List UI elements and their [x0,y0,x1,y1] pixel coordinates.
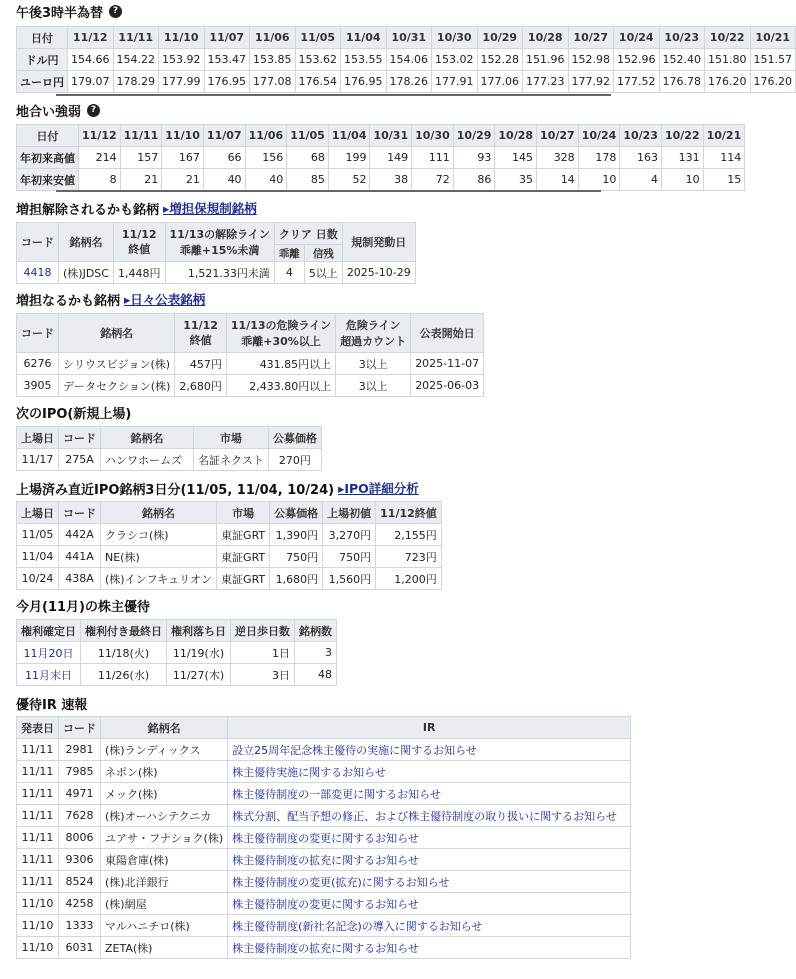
table-row [17,147,745,169]
start-date: 2025-10-29 [342,262,415,284]
value-cell: 93 [453,147,495,169]
release-title: 増担解除されるかも銘柄 [16,202,160,218]
date-header: 11/04 [341,27,387,49]
yutai-count: 3 [295,642,337,664]
ir-name: 東陽倉庫(株) [101,849,228,871]
table-row [17,71,796,93]
ir-link[interactable]: 株主優待制度の変更(拡充)に関するお知らせ [228,871,631,893]
col-first: 上場初値 [323,502,376,524]
header-label: 日付 [17,27,68,49]
value-cell: 177.23 [523,71,569,93]
ir-code: 1333 [59,915,101,937]
release-table [16,222,416,284]
value-cell: 153.02 [432,49,478,71]
ir-date: 11/11 [17,805,59,827]
col-fix: 権利確定日 [17,620,81,642]
date-header: 10/31 [370,125,412,147]
row-label: 年初来高値 [17,147,79,169]
ipo-name: (株)インフキュリオン [101,568,217,590]
table-row [17,169,745,191]
ir-link[interactable]: 株式分割、配当予想の修正、および株主優待制度の取り扱いに関するお知らせ [228,805,631,827]
value-cell: 176.54 [295,71,341,93]
ipo-close: 723円 [376,546,442,568]
value-cell: 4 [620,169,662,191]
col-ex: 権利落ち日 [167,620,231,642]
ir-code: 6031 [59,937,101,959]
ir-date: 11/10 [17,893,59,915]
value-cell: 177.91 [432,71,478,93]
col-close: 11/12終値 [376,502,442,524]
value-cell: 10 [578,169,620,191]
date-header: 10/24 [614,27,660,49]
value-cell: 176.20 [750,71,796,93]
recent-ipo-link[interactable]: ▸IPO詳細分析 [338,481,419,496]
table-row [17,524,442,546]
ir-code: 8006 [59,827,101,849]
ir-date: 11/11 [17,739,59,761]
col-price: 公募価格 [268,427,321,449]
col-days: 逆日歩日数 [231,620,295,642]
col-last: 権利付き最終日 [81,620,167,642]
ir-date: 11/10 [17,937,59,959]
ir-name: ネポン(株) [101,761,228,783]
date-header: 10/22 [705,27,751,49]
stock-code-link[interactable]: 4418 [17,262,59,284]
value-cell: 145 [495,147,537,169]
col-credit: 信残 [304,245,342,262]
fx-title: 午後3時半為替 [16,5,104,21]
yutai-fix[interactable]: 11月末日 [17,664,81,686]
value-cell: 167 [162,147,204,169]
value-cell: 199 [328,147,370,169]
value-cell: 68 [287,147,329,169]
row-label: 年初来安値 [17,169,79,191]
ir-link[interactable]: 株主優待制度の変更に関するお知らせ [228,827,631,849]
table-row [17,375,484,397]
stock-name: データセクション(株) [59,375,175,397]
value-cell: 114 [703,147,745,169]
fx-section-title [16,0,767,22]
ir-code: 8524 [59,871,101,893]
ipo-close: 1,200円 [376,568,442,590]
ipo-price: 1,680円 [270,568,323,590]
ir-name: ZETA(株) [101,937,228,959]
col-ir: IR [228,717,631,739]
start-date: 2025-11-07 [411,353,484,375]
col-clear: クリア 日数 [274,223,342,245]
ipo-date: 11/17 [17,449,59,471]
ir-name: (株)網屋 [101,893,228,915]
ir-table [16,716,631,959]
date-header: 10/28 [523,27,569,49]
col-market: 市場 [194,427,269,449]
value-cell: 66 [203,147,245,169]
date-header: 11/06 [250,27,296,49]
ipo-name: NE(株) [101,546,217,568]
ipo-code[interactable]: 441A [59,546,101,568]
value-cell: 8 [79,169,121,191]
header-row [17,620,337,642]
stock-code[interactable]: 6276 [17,353,59,375]
table-row [17,353,484,375]
ipo-market: 東証GRT [217,524,270,546]
table-row [17,915,631,937]
value-cell: 131 [661,147,703,169]
col-code: コード [59,717,101,739]
release-link[interactable]: ▸増担保規制銘柄 [163,201,257,216]
table-row [17,783,631,805]
credit-value: 5以上 [304,262,342,284]
value-cell: 176.95 [204,71,250,93]
value-cell: 152.98 [568,49,614,71]
danger-title: 増担なるかも銘柄 [16,293,121,309]
danger-table [16,313,484,397]
value-cell: 153.92 [159,49,205,71]
table-row [17,805,631,827]
close-value: 1,448円 [114,262,166,284]
ir-code: 4258 [59,893,101,915]
date-header: 10/23 [659,27,705,49]
table-row [17,849,631,871]
value-cell: 52 [328,169,370,191]
ir-link[interactable]: 株主優待実施に関するお知らせ [228,761,631,783]
table-row [17,546,442,568]
yutai-title: 今月(11月)の株主優待 [16,599,150,615]
date-header: 11/10 [162,125,204,147]
date-header: 10/29 [453,125,495,147]
value-cell: 214 [79,147,121,169]
ipo-name: クラシコ(株) [101,524,217,546]
value-cell: 151.96 [523,49,569,71]
ir-date: 11/11 [17,849,59,871]
recent-ipo-table [16,501,442,590]
value-cell: 177.92 [568,71,614,93]
value-cell: 153.85 [250,49,296,71]
value-cell: 178 [578,147,620,169]
col-code: コード [59,427,101,449]
ir-code: 9306 [59,849,101,871]
col-name: 銘柄名 [59,314,175,353]
line-value: 2,433.80円以上 [226,375,335,397]
start-date: 2025-06-03 [411,375,484,397]
recent-ipo-section-title [16,477,767,499]
ir-date: 11/10 [17,915,59,937]
ir-date: 11/11 [17,871,59,893]
ir-code: 2981 [59,739,101,761]
date-header: 11/12 [68,27,114,49]
col-price: 公募価格 [270,502,323,524]
value-cell: 328 [537,147,579,169]
ir-code: 7628 [59,805,101,827]
value-cell: 177.52 [614,71,660,93]
value-cell: 40 [245,169,287,191]
value-cell: 163 [620,147,662,169]
col-code: コード [17,314,59,353]
value-cell: 72 [412,169,454,191]
yutai-days: 1日 [231,642,295,664]
value-cell: 179.07 [68,71,114,93]
value-cell: 21 [162,169,204,191]
date-header: 11/05 [287,125,329,147]
value-cell: 177.06 [477,71,523,93]
value-cell: 85 [287,169,329,191]
ipo-date: 11/04 [17,546,59,568]
date-header: 11/06 [245,125,287,147]
col-name: 銘柄名 [59,223,114,262]
value-cell: 15 [703,169,745,191]
value-cell: 152.96 [614,49,660,71]
header-row [17,717,631,739]
ipo-market: 東証GRT [217,546,270,568]
col-count: 危険ライン 超過カウント [336,314,411,353]
yutai-last: 11/26(水) [81,664,167,686]
ipo-first: 750円 [323,546,376,568]
value-cell: 157 [120,147,162,169]
date-header: 10/21 [750,27,796,49]
yutai-section-title [16,594,767,616]
date-header: 10/30 [432,27,478,49]
ir-title: 優待IR 速報 [16,697,88,713]
ipo-price: 750円 [270,546,323,568]
value-cell: 178.26 [386,71,432,93]
stock-name: (株)JDSC [59,262,114,284]
close-value: 457円 [175,353,227,375]
col-name: 銘柄名 [101,427,194,449]
ir-link[interactable]: 株主優待制度の一部変更に関するお知らせ [228,783,631,805]
date-header: 10/24 [578,125,620,147]
row-label: ドル円 [17,49,68,71]
value-cell: 86 [453,169,495,191]
stock-name: シリウスビジョン(株) [59,353,175,375]
value-cell: 153.62 [295,49,341,71]
value-cell: 176.95 [341,71,387,93]
value-cell: 151.57 [750,49,796,71]
date-header: 10/27 [568,27,614,49]
ipo-date: 10/24 [17,568,59,590]
ipo-market: 東証GRT [217,568,270,590]
col-line: 11/13の危険ライン 乖離+30%以上 [226,314,335,353]
date-header: 11/04 [328,125,370,147]
next-ipo-table [16,426,322,471]
ir-section-title [16,692,767,714]
col-close: 11/12 終値 [114,223,166,262]
value-cell: 152.28 [477,49,523,71]
ipo-first: 3,270円 [323,524,376,546]
value-cell: 152.40 [659,49,705,71]
release-section-title [16,197,767,219]
help-icon[interactable]: ? [87,104,100,117]
line-value: 431.85円以上 [226,353,335,375]
value-cell: 154.06 [386,49,432,71]
date-header: 10/27 [537,125,579,147]
ir-link[interactable]: 株主優待制度の拡充に関するお知らせ [228,937,631,959]
close-value: 2,680円 [175,375,227,397]
ipo-first: 1,560円 [323,568,376,590]
ir-name: (株)オーハシテクニカ [101,805,228,827]
date-header: 11/12 [79,125,121,147]
strength-scrollbar[interactable] [56,190,601,192]
col-name: 銘柄名 [101,502,217,524]
next-ipo-section-title [16,401,767,423]
date-header: 10/29 [477,27,523,49]
col-dev: 乖離 [274,245,304,262]
table-row [17,568,442,590]
date-header: 11/10 [159,27,205,49]
ir-code: 4971 [59,783,101,805]
strength-table-wrap[interactable] [16,124,767,191]
date-header: 10/22 [661,125,703,147]
value-cell: 151.80 [705,49,751,71]
yutai-days: 3日 [231,664,295,686]
value-cell: 111 [412,147,454,169]
col-start: 規制発動日 [342,223,415,262]
col-market: 市場 [217,502,270,524]
date-header: 11/05 [295,27,341,49]
table-row [17,449,322,471]
value-cell: 177.99 [159,71,205,93]
col-code: コード [17,223,59,262]
col-name: 銘柄名 [101,717,228,739]
ipo-price: 1,390円 [270,524,323,546]
danger-link[interactable]: ▸日々公表銘柄 [124,292,206,307]
col-date: 上場日 [17,502,59,524]
table-row [17,937,631,959]
yutai-fix[interactable]: 11月20日 [17,642,81,664]
value-cell: 21 [120,169,162,191]
value-cell: 35 [495,169,537,191]
header-label: 日付 [17,125,79,147]
yutai-last: 11/18(火) [81,642,167,664]
ir-date: 11/11 [17,783,59,805]
yutai-count: 48 [295,664,337,686]
value-cell: 153.47 [204,49,250,71]
next-ipo-title: 次のIPO(新規上場) [16,406,132,422]
count-value: 3以上 [336,375,411,397]
ir-name: (株)ランディックス [101,739,228,761]
ir-link[interactable]: 設立25周年記念株主優待の実施に関するお知らせ [228,739,631,761]
header-row [17,27,796,49]
date-header: 10/30 [412,125,454,147]
ipo-date: 11/05 [17,524,59,546]
line-value: 1,521.33円未満 [165,262,274,284]
table-row [17,893,631,915]
ir-name: ユアサ・フナショク(株) [101,827,228,849]
fx-table-wrap[interactable] [16,26,792,93]
strength-section-title [16,99,767,121]
table-row [17,761,631,783]
ir-link[interactable]: 株主優待制度(新社名記念)の導入に関するお知らせ [228,915,631,937]
stock-code[interactable]: 3905 [17,375,59,397]
value-cell: 40 [203,169,245,191]
yutai-table [16,619,337,686]
table-row [17,642,337,664]
value-cell: 177.08 [250,71,296,93]
date-header: 11/07 [203,125,245,147]
recent-ipo-title: 上場済み直近IPO銘柄3日分(11/05, 11/04, 10/24) [16,482,335,498]
table-row [17,739,631,761]
ir-link[interactable]: 株主優待制度の拡充に関するお知らせ [228,849,631,871]
value-cell: 178.29 [113,71,159,93]
ipo-market: 名証ネクスト [194,449,269,471]
col-date: 発表日 [17,717,59,739]
table-row [17,49,796,71]
strength-table [16,124,745,191]
col-code: コード [59,502,101,524]
col-date: 上場日 [17,427,59,449]
value-cell: 156 [245,147,287,169]
ir-date: 11/11 [17,827,59,849]
value-cell: 153.55 [341,49,387,71]
ir-name: メック(株) [101,783,228,805]
ir-name: (株)北洋銀行 [101,871,228,893]
col-count: 銘柄数 [295,620,337,642]
value-cell: 14 [537,169,579,191]
date-header: 10/28 [495,125,537,147]
help-icon[interactable]: ? [109,5,122,18]
table-row [17,827,631,849]
ipo-code[interactable]: 275A [59,449,101,471]
header-row [17,502,442,524]
row-label: ユーロ円 [17,71,68,93]
ipo-price: 270円 [268,449,321,471]
date-header: 10/31 [386,27,432,49]
danger-section-title [16,288,767,310]
ipo-close: 2,155円 [376,524,442,546]
yutai-ex: 11/19(水) [167,642,231,664]
count-value: 3以上 [336,353,411,375]
value-cell: 154.66 [68,49,114,71]
strength-title: 地合い強弱 [16,104,82,120]
col-close: 11/12 終値 [175,314,227,353]
ir-link[interactable]: 株主優待制度の変更に関するお知らせ [228,893,631,915]
ipo-code[interactable]: 442A [59,524,101,546]
header-row [17,125,745,147]
table-row [17,664,337,686]
ir-code: 7985 [59,761,101,783]
dev-value: 4 [274,262,304,284]
col-line: 11/13の解除ライン 乖離+15%未満 [165,223,274,262]
fx-table [16,26,796,93]
date-header: 10/21 [703,125,745,147]
ipo-name: ハンワホームズ [101,449,194,471]
ir-date: 11/11 [17,761,59,783]
date-header: 11/11 [120,125,162,147]
date-header: 11/11 [113,27,159,49]
value-cell: 154.22 [113,49,159,71]
date-header: 11/07 [204,27,250,49]
ir-name: マルハニチロ(株) [101,915,228,937]
ipo-code[interactable]: 438A [59,568,101,590]
table-row [17,262,416,284]
value-cell: 10 [661,169,703,191]
value-cell: 149 [370,147,412,169]
date-header: 10/23 [620,125,662,147]
yutai-ex: 11/27(木) [167,664,231,686]
fx-scrollbar[interactable] [56,94,611,96]
table-row [17,871,631,893]
col-start: 公表開始日 [411,314,484,353]
value-cell: 38 [370,169,412,191]
value-cell: 176.78 [659,71,705,93]
value-cell: 176.20 [705,71,751,93]
